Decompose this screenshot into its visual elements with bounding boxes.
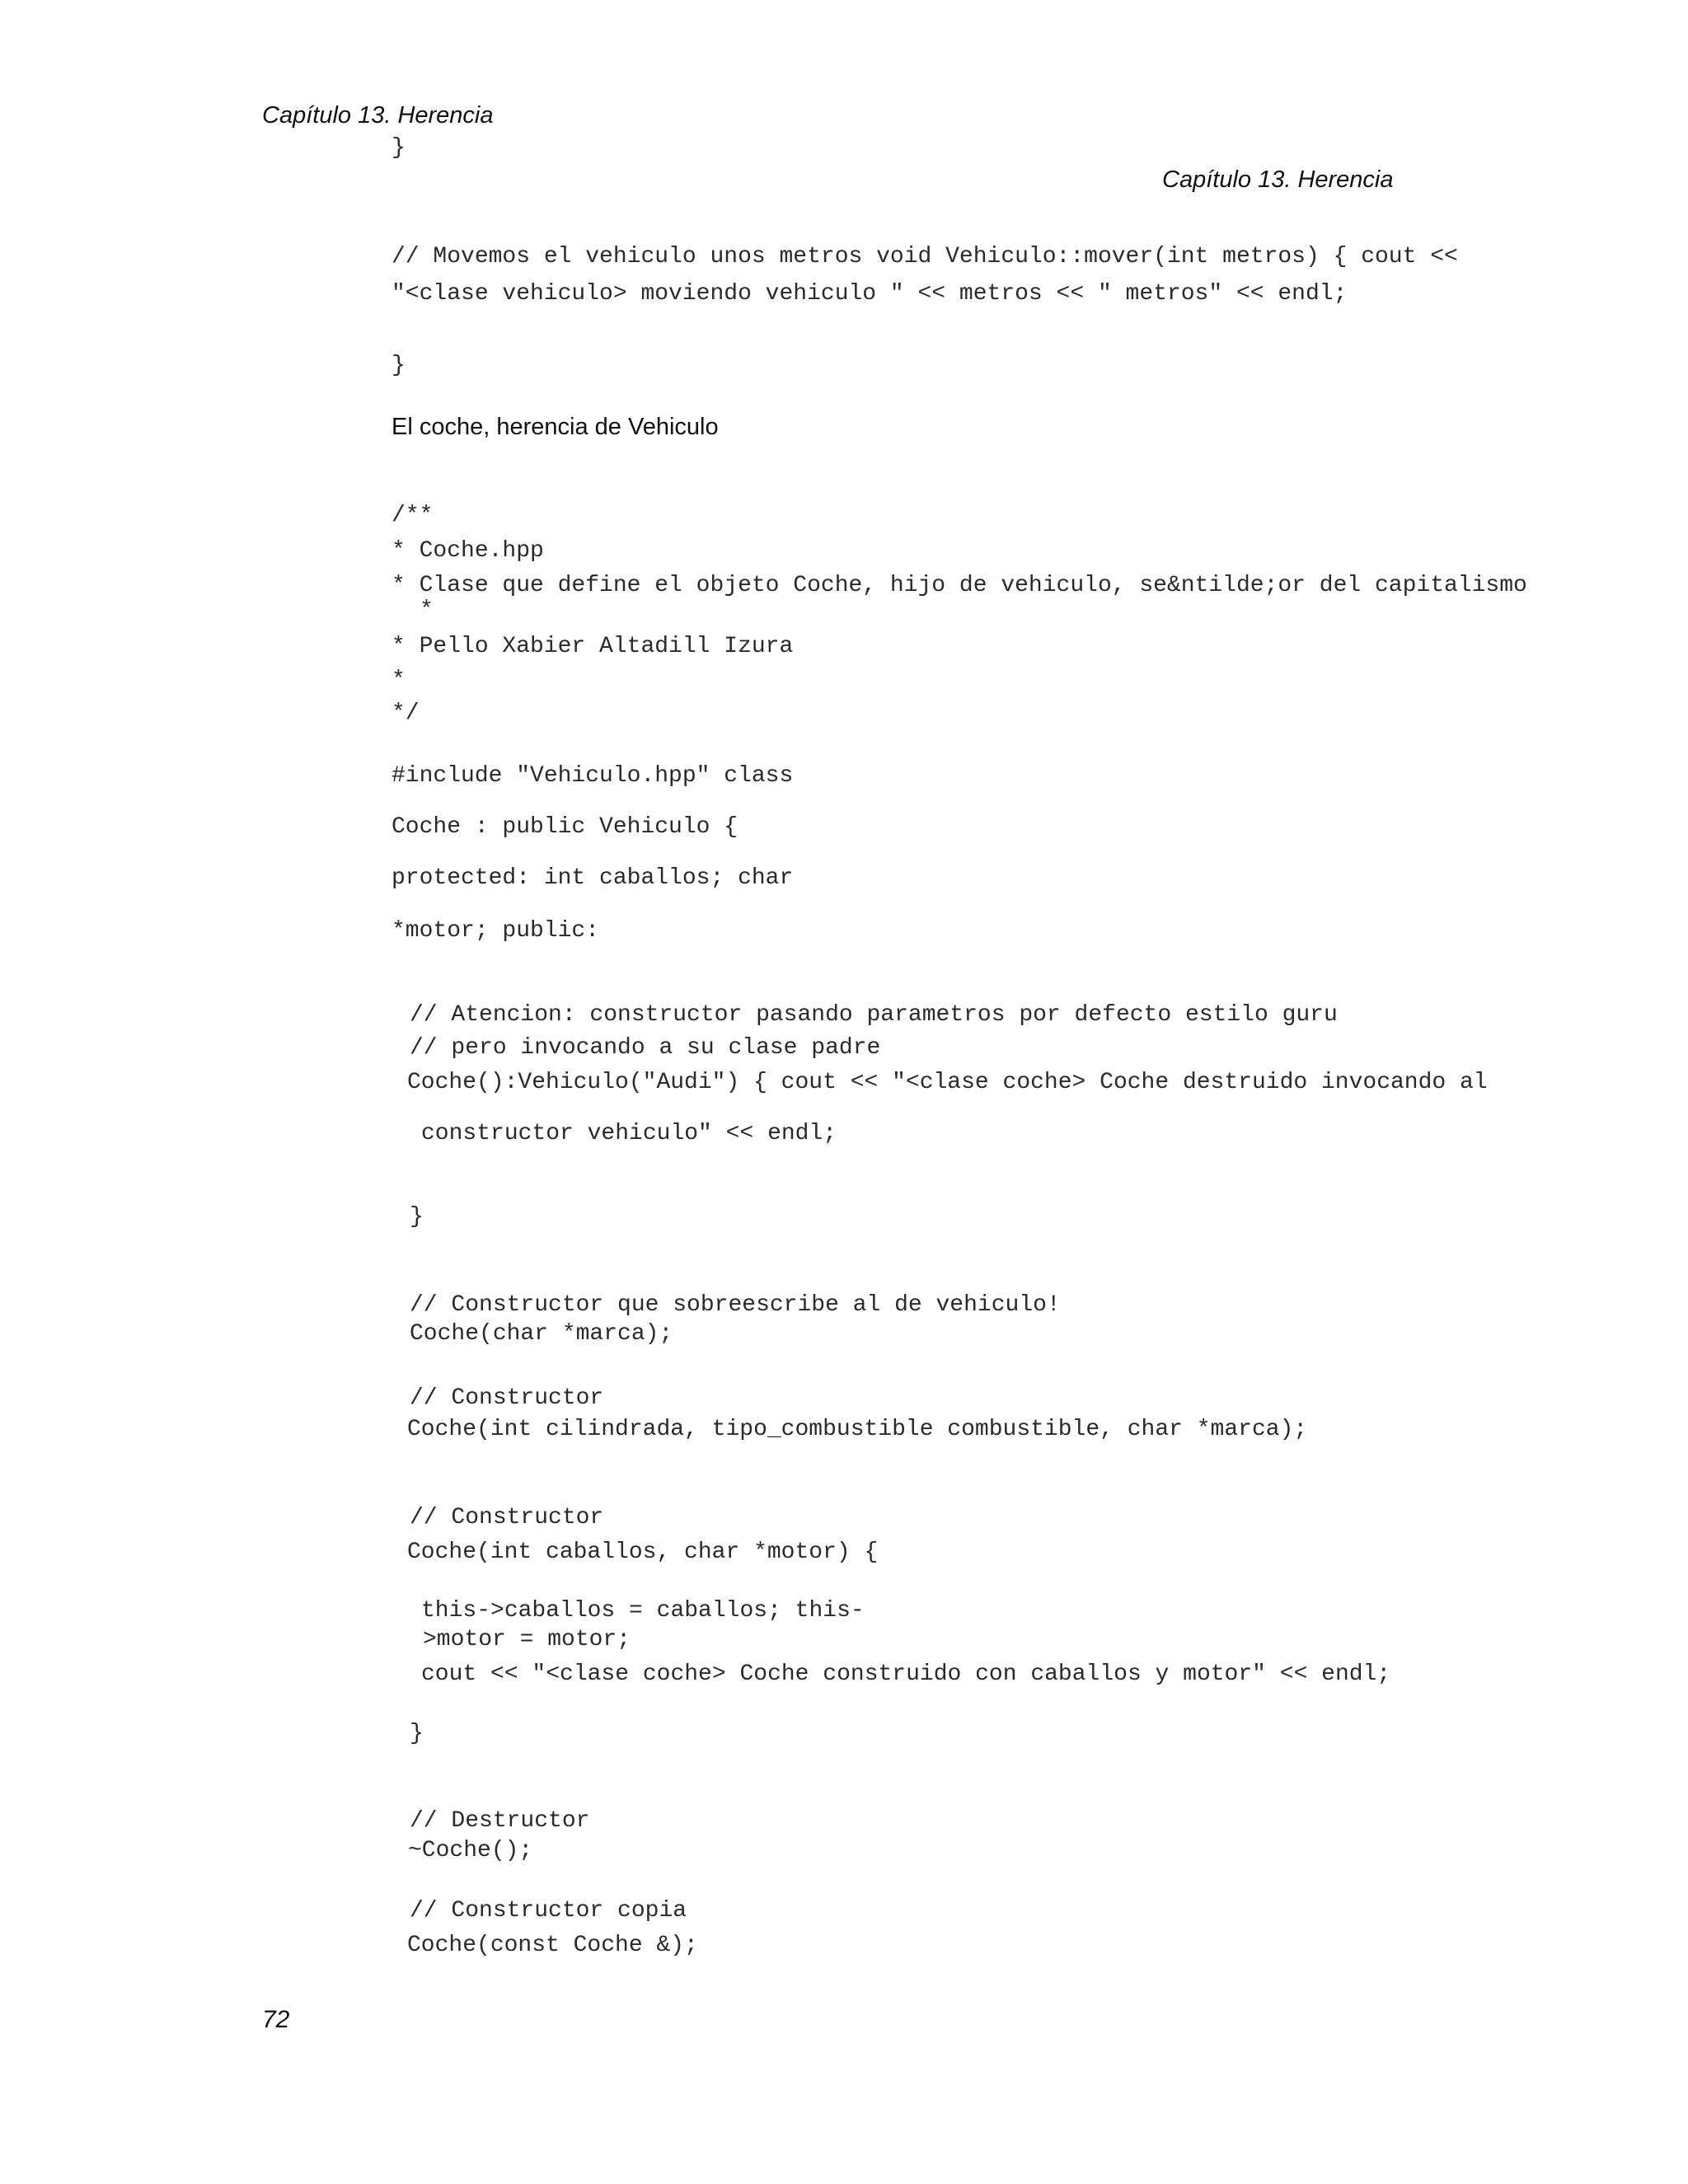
code-line: "<clase vehiculo> moviendo vehiculo " << metros << " metros" << endl; xyxy=(392,281,1348,307)
code-line: // Constructor xyxy=(410,1385,604,1411)
code-line: Coche():Vehiculo("Audi") { cout << "<clase coche> Coche destruido invocando al xyxy=(407,1070,1488,1095)
code-line: * Clase que define el objeto Coche, hijo de vehiculo, se&ntilde;or del capitalismo xyxy=(392,573,1527,598)
running-header-right: Capítulo 13. Herencia xyxy=(1162,166,1394,193)
code-line: * Coche.hpp xyxy=(392,538,544,564)
code-line: } xyxy=(392,353,406,378)
code-line: Coche(char *marca); xyxy=(410,1321,673,1347)
code-line: cout << "<clase coche> Coche construido con caballos y motor" << endl; xyxy=(421,1661,1391,1687)
code-line: ~Coche(); xyxy=(408,1838,533,1863)
code-line: // Constructor copia xyxy=(410,1898,687,1924)
code-line: // Movemos el vehiculo unos metros void Vehiculo::mover(int metros) { cout << xyxy=(392,244,1458,269)
code-line: #include "Vehiculo.hpp" class xyxy=(392,763,794,789)
code-line: * Pello Xabier Altadill Izura xyxy=(392,634,794,659)
code-line: protected: int caballos; char xyxy=(392,865,794,891)
code-line: *motor; public: xyxy=(392,918,600,944)
code-line: constructor vehiculo" << endl; xyxy=(421,1121,837,1146)
code-line: } xyxy=(392,135,406,161)
code-line: this->caballos = caballos; this- xyxy=(421,1598,865,1624)
section-heading: El coche, herencia de Vehiculo xyxy=(392,414,719,440)
code-line: Coche : public Vehiculo { xyxy=(392,814,738,840)
code-line: // Constructor que sobreescribe al de vehiculo! xyxy=(410,1292,1061,1318)
code-line: * xyxy=(392,668,406,693)
code-line: // Destructor xyxy=(410,1808,590,1834)
code-line: } xyxy=(410,1721,424,1746)
code-line: Coche(const Coche &); xyxy=(407,1933,698,1958)
code-line: Coche(int cilindrada, tipo_combustible combustible, char *marca); xyxy=(407,1417,1308,1442)
running-header-left: Capítulo 13. Herencia xyxy=(262,102,494,129)
code-line: * xyxy=(420,598,434,623)
code-line: // Constructor xyxy=(410,1505,604,1530)
code-line: /** xyxy=(392,503,434,528)
code-line: } xyxy=(410,1204,424,1230)
code-line: >motor = motor; xyxy=(423,1627,631,1652)
code-line: // Atencion: constructor pasando parametros por defecto estilo guru xyxy=(410,1002,1338,1028)
code-line: */ xyxy=(392,701,420,726)
code-line: Coche(int caballos, char *motor) { xyxy=(407,1540,879,1565)
code-line: // pero invocando a su clase padre xyxy=(410,1035,881,1061)
page-number: 72 xyxy=(262,2006,290,2033)
